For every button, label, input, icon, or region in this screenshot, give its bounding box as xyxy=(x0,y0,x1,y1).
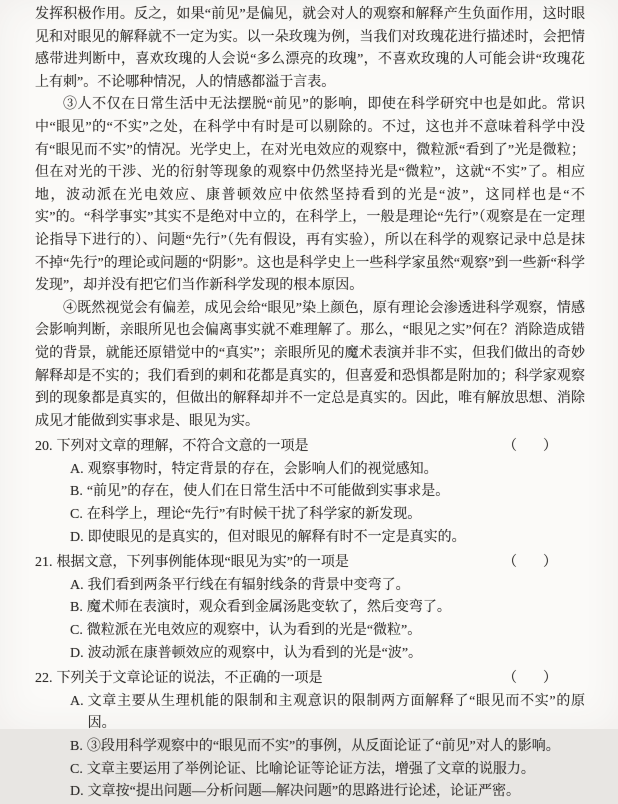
option-label: C. xyxy=(70,761,83,777)
option-d xyxy=(70,781,585,804)
answer-bracket: （ ） xyxy=(503,439,563,455)
option-c xyxy=(70,620,585,643)
option-b xyxy=(70,597,585,620)
option-text: 文章主要运用了举例论证、比喻论证等论证方法，增强了文章的说服力。 xyxy=(86,761,535,777)
option-text: 在科学上，理论“先行”有时候干扰了科学家的新发现。 xyxy=(86,507,422,523)
option-label: B. xyxy=(70,739,83,754)
option-text: 波动派在康普顿效应的观察中，认为看到的光是“波”。 xyxy=(87,645,423,661)
option-text: 文章按“提出问题—分析问题—解决问题”的思路进行论述，论证严密。 xyxy=(87,784,521,800)
passage-paragraph-continuation: 发挥积极作用。反之，如果“前见”是偏见，就会对人的观察和解释产生负面作用，这时眼见和对眼见的解释就不一定为实。以一朵玫瑰为例，当我们对玫瑰花进行描述时，会把情感带进判断中，喜欢玫瑰的人会说“多么漂亮的玫瑰”，不喜欢玫瑰的人可能会讲“玫瑰花上有刺”。不论哪种情况，人的情感都溢于言表。 xyxy=(35,7,585,90)
option-label: D. xyxy=(70,645,84,661)
question-22-stem-row xyxy=(35,668,585,691)
question-21 xyxy=(35,552,585,665)
option-c xyxy=(70,504,585,527)
answer-bracket: （ ） xyxy=(503,671,563,687)
option-label: C. xyxy=(70,507,83,523)
reading-passage xyxy=(35,4,585,433)
answer-bracket: （ ） xyxy=(503,555,563,571)
question-22 xyxy=(35,668,585,804)
question-20 xyxy=(35,436,585,549)
question-20-options xyxy=(35,459,585,549)
question-21-options xyxy=(35,575,585,665)
question-stem: 根据文意，下列事例能体现“眼见为实”的一项是 xyxy=(56,555,349,571)
option-a xyxy=(70,575,585,598)
option-text: 我们看到两条平行线在有辐射线条的背景中变弯了。 xyxy=(87,577,410,593)
option-text: ③段用科学观察中的“眼见而不实”的事例，从反面论证了“前见”对人的影响。 xyxy=(86,739,560,754)
option-b xyxy=(70,481,585,504)
question-20-stem-row xyxy=(35,436,585,459)
option-label: A. xyxy=(70,693,84,709)
option-text: 即使眼见的是真实的，但对眼见的解释有时不一定是真实的。 xyxy=(87,529,466,545)
option-label: C. xyxy=(70,623,83,639)
option-text: 文章主要从生理机能的限制和主观意识的限制两方面解释了“眼见而不实”的原因。 xyxy=(87,693,585,732)
option-d xyxy=(70,643,585,666)
option-text: 微粒派在光电效应的观察中，认为看到的光是“微粒”。 xyxy=(86,623,422,639)
option-text: 观察事物时，特定背景的存在，会影响人们的视觉感知。 xyxy=(87,461,438,477)
question-number: 21. xyxy=(35,555,53,571)
question-21-stem-row xyxy=(35,552,585,575)
option-label: B. xyxy=(70,600,83,616)
option-text: “前见”的存在，使人们在日常生活中不可能做到实事求是。 xyxy=(86,484,450,500)
option-b xyxy=(70,736,585,759)
option-label: A. xyxy=(70,461,84,477)
option-d xyxy=(70,527,585,550)
option-label: D. xyxy=(70,529,84,545)
option-a xyxy=(70,459,585,482)
option-a xyxy=(70,691,585,736)
passage-paragraph-3: ③人不仅在日常生活中无法摆脱“前见”的影响，即使在科学研究中也是如此。常识中“眼见”的“不实”之处，在科学中有时是可以剔除的。不过，这也并不意味着科学中没有“眼见而不实”的情况。光学史上，在对光电效应的观察中，微粒派“看到了”光是微粒；但在对光的干涉、光的衍射等现象的观察中仍然坚持光是“微粒”，这就“不实”了。相应地，波动派在光电效应、康普顿效应中依然坚持看到的光是“波”，这同样也是“不实”的。“科学事实”其实不是绝对中立的，在科学上，一般是理论“先行”（观察是在一定理论指导下进行的）、问题“先行”（先有假设，再有实验），所以在科学的观察记录中总是抹不掉“先行”的理论或问题的“阴影”。这也是科学史上一些科学家虽然“观察”到一些新“科学发现”，却并没有把它们当作新科学发现的根本原因。 xyxy=(35,97,585,294)
option-c xyxy=(70,759,585,782)
option-label: D. xyxy=(70,784,84,800)
option-label: A. xyxy=(70,577,84,593)
option-label: B. xyxy=(70,484,83,500)
question-number: 22. xyxy=(35,671,53,687)
option-text: 魔术师在表演时，观众看到金属汤匙变软了，然后变弯了。 xyxy=(86,600,451,616)
question-number: 20. xyxy=(35,439,53,455)
question-22-options xyxy=(35,691,585,804)
question-stem: 下列关于文章论证的说法，不正确的一项是 xyxy=(56,671,323,687)
passage-paragraph-4: ④既然视觉会有偏差，成见会给“眼见”染上颜色，原有理论会渗透进科学观察，情感会影响判断，亲眼所见也会偏离事实就不难理解了。那么，“眼见之实”何在？消除造成错觉的背景，就能还原错觉中的“真实”；亲眼所见的魔术表演并非不实，但我们做出的奇妙解释却是不实的；我们看到的刺和花都是真实的，但喜爱和恐惧都是附加的；科学家观察到的现象都是真实的，但做出的解释却并不一定总是真实的。因此，唯有解放思想、消除成见才能做到实事求是、眼见为实。 xyxy=(35,300,585,429)
question-stem: 下列对文章的理解，不符合文意的一项是 xyxy=(56,439,309,455)
